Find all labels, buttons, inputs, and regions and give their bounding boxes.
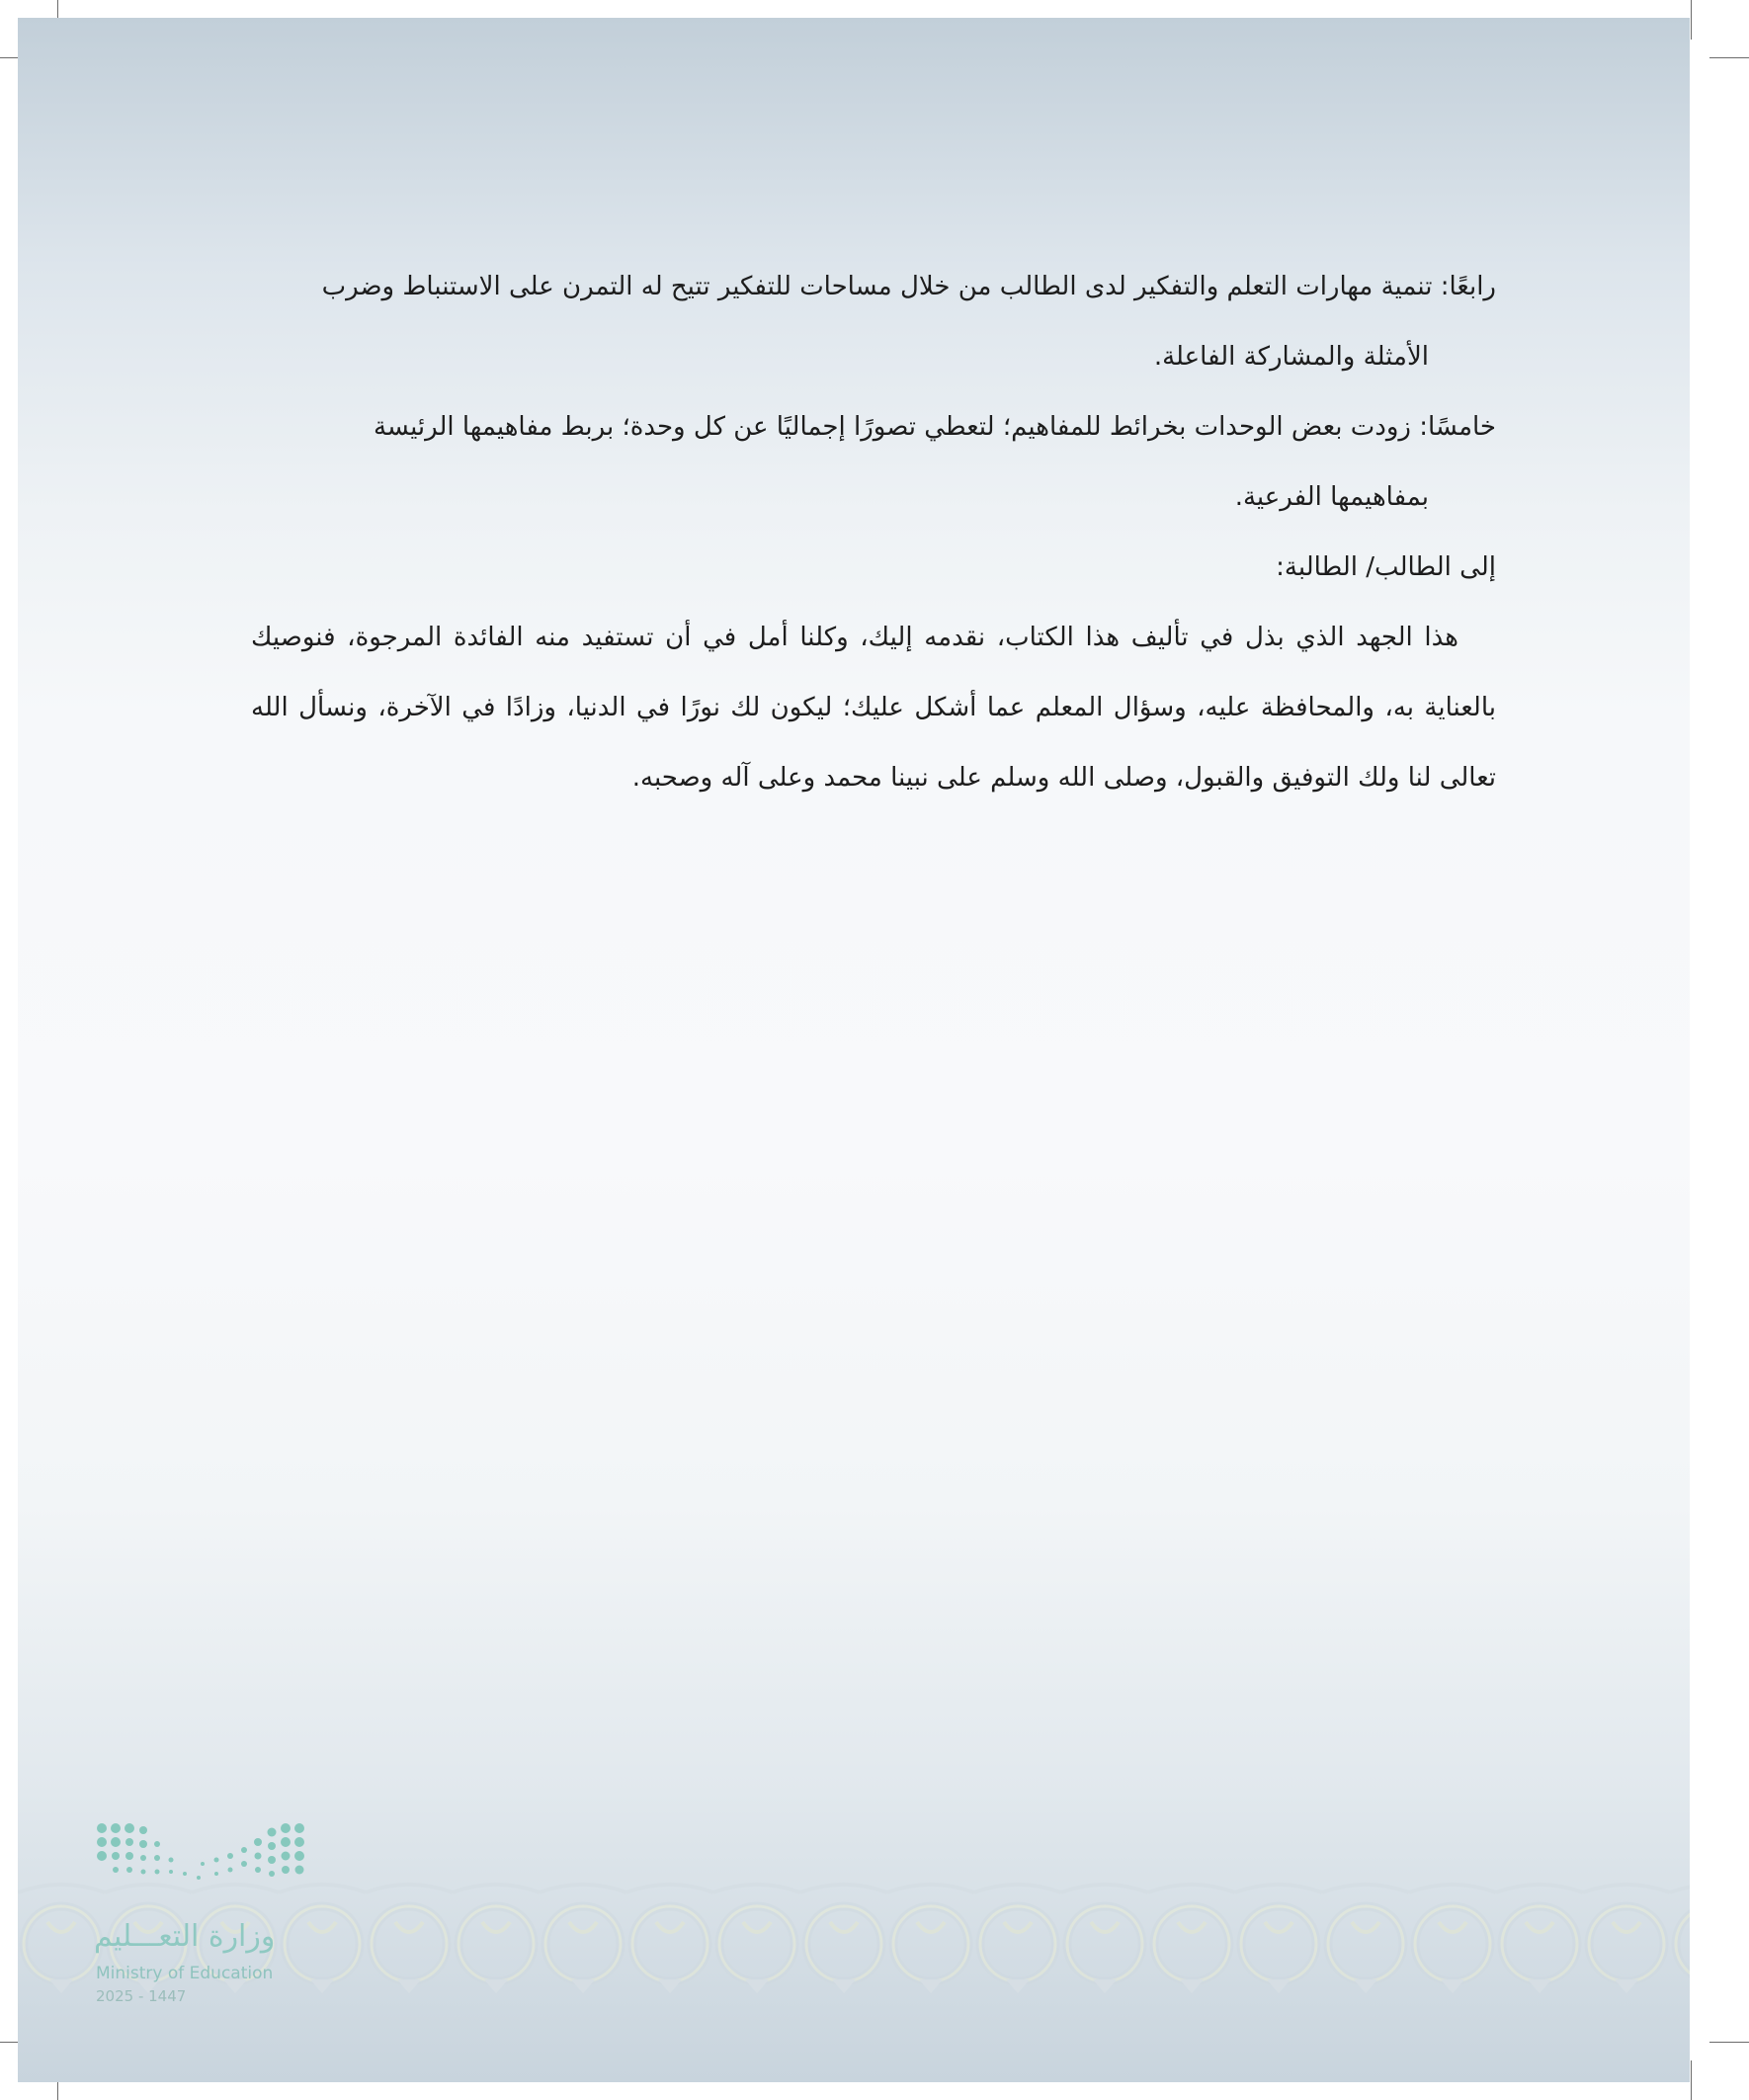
paragraph-fifth-point [251,392,1496,462]
logo-dots-icon [94,1820,311,1890]
crop-mark [1691,0,1692,40]
fifth-point-line2: بمفاهيمها الفرعية. [1234,482,1429,512]
paragraph-fourth-point-continuation [251,322,1496,392]
logo-year: 2025 - 1447 [96,1987,187,2005]
closing-paragraph: هذا الجهد الذي بذل في تأليف هذا الكتاب، نقدمه إليك، وكلنا أمل في أن تستفيد منه الفائدة المرجوة، فنوصيك بالعناية به، والمحافظة عليه، وسؤال المعلم عما أشكل عليك؛ ليكون لك نورًا في الدنيا، وزادًا في الآخرة، ونسأل الله تعالى لنا ولك التوفيق والقبول، وصلى الله وسلم على نبينا محمد وعلى آله وصحبه. [251,623,1496,793]
crop-mark [1709,57,1749,58]
crop-mark [1691,2060,1692,2100]
main-text [251,252,1496,813]
fourth-point-line1: رابعًا: تنمية مهارات التعلم والتفكير لدى الطالب من خلال مساحات للتفكير تتيح له التمرن على الاستنباط وضرب [321,272,1496,301]
crop-mark [1709,2042,1749,2043]
fifth-point-line1: خامسًا: زودت بعض الوحدات بخرائط للمفاهيم؛ لتعطي تصورًا إجماليًا عن كل وحدة؛ بربط مفاهيمها الرئيسة [373,412,1496,442]
logo-english-name: Ministry of Education [96,1964,274,1983]
paragraph-fourth-point [251,252,1496,322]
student-heading: إلى الطالب/ الطالبة: [1276,552,1496,582]
fourth-point-line2: الأمثلة والمشاركة الفاعلة. [1153,342,1429,372]
paragraph-fifth-point-continuation [251,462,1496,533]
ministry-logo [94,1820,331,2018]
logo-arabic-name: وزارة التعـــليم [94,1919,276,1954]
